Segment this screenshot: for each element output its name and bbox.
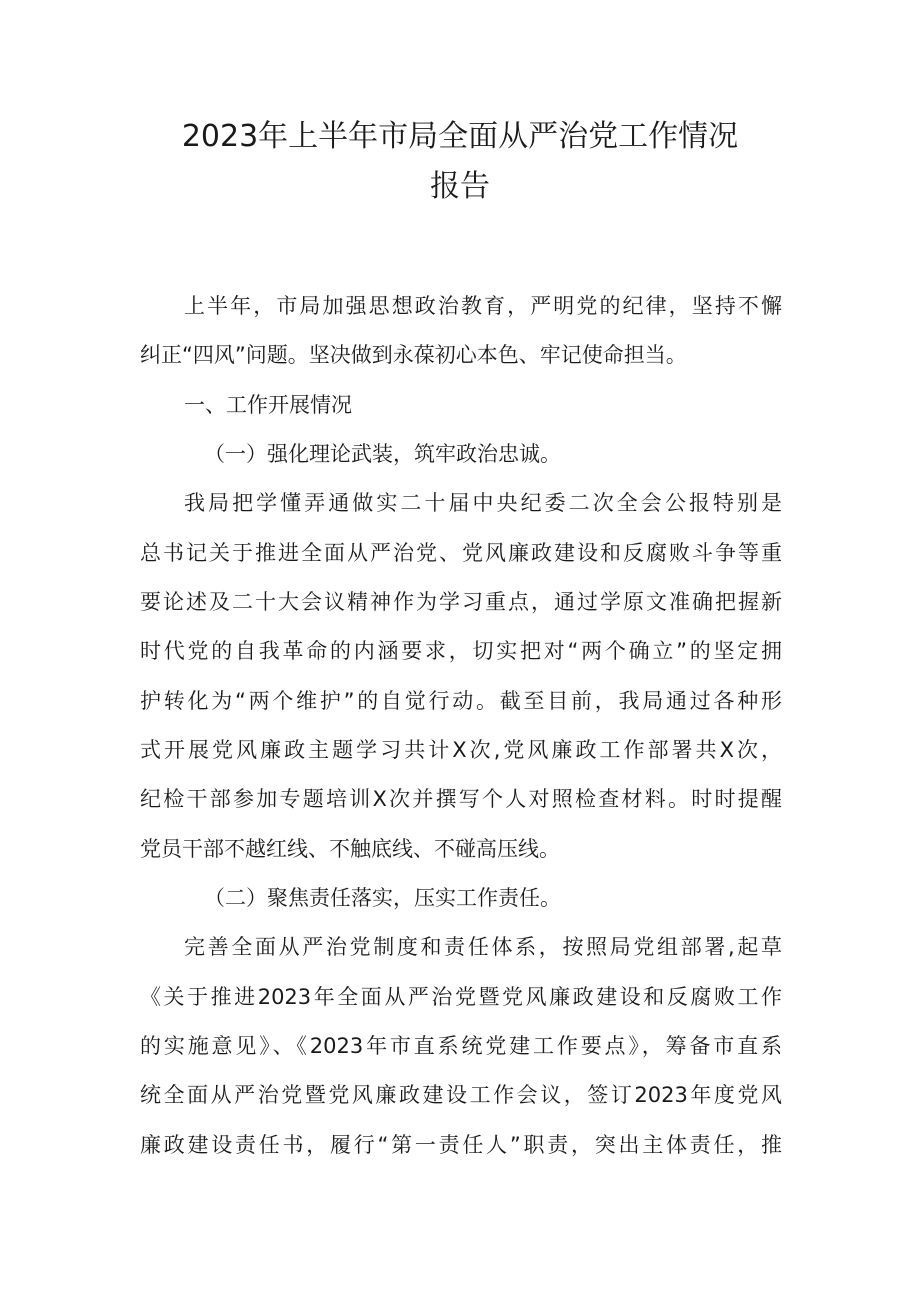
body-line: 总书记关于推进全面从严治党、党风廉政建设和反腐败斗争等重 <box>140 541 782 565</box>
body-line: 我局把学懂弄通做实二十届中央纪委二次全会公报特别是 <box>184 491 782 515</box>
body-line: 廉政建设责任书，履行“第一责任人”职责，突出主体责任，推 <box>140 1133 782 1157</box>
body-line: 《关于推进2023年全面从严治党暨党风廉政建设和反腐败工作 <box>140 985 782 1009</box>
body-line: 纪检干部参加专题培训X次并撰写个人对照检查材料。时时提醒 <box>140 787 782 811</box>
title-line-2: 报告 <box>430 169 490 204</box>
document-title <box>140 112 780 212</box>
section-heading: 一、工作开展情况 <box>184 393 352 417</box>
body-line: 要论述及二十大会议精神作为学习重点，通过学原文准确把握新 <box>140 590 782 614</box>
body-line: 党员干部不越红线、不触底线、不碰高压线。 <box>140 837 560 861</box>
body-line: 护转化为“两个维护”的自觉行动。截至目前，我局通过各种形 <box>140 689 782 713</box>
subsection-heading: （一）强化理论武装，筑牢政治忠诚。 <box>204 442 561 466</box>
subsection-heading: （二）聚焦责任落实，压实工作责任。 <box>204 886 561 910</box>
body-line: 式开展党风廉政主题学习共计X次,党风廉政工作部署共X次， <box>140 738 782 762</box>
title-line-1: 2023年上半年市局全面从严治党工作情况 <box>181 119 739 154</box>
body-line: 的实施意见》、《2023年市直系统党建工作要点》，筹备市直系 <box>140 1034 782 1058</box>
body-line: 纠正“四风”问题。坚决做到永葆初心本色、牢记使命担当。 <box>140 343 687 367</box>
body-line: 统全面从严治党暨党风廉政建设工作会议，签订2023年度党风 <box>140 1083 782 1107</box>
body-line: 完善全面从严治党制度和责任体系，按照局党组部署,起草 <box>184 935 782 959</box>
body-line: 上半年，市局加强思想政治教育，严明党的纪律，坚持不懈 <box>184 294 782 318</box>
body-line: 时代党的自我革命的内涵要求，切实把对“两个确立”的坚定拥 <box>140 639 782 663</box>
